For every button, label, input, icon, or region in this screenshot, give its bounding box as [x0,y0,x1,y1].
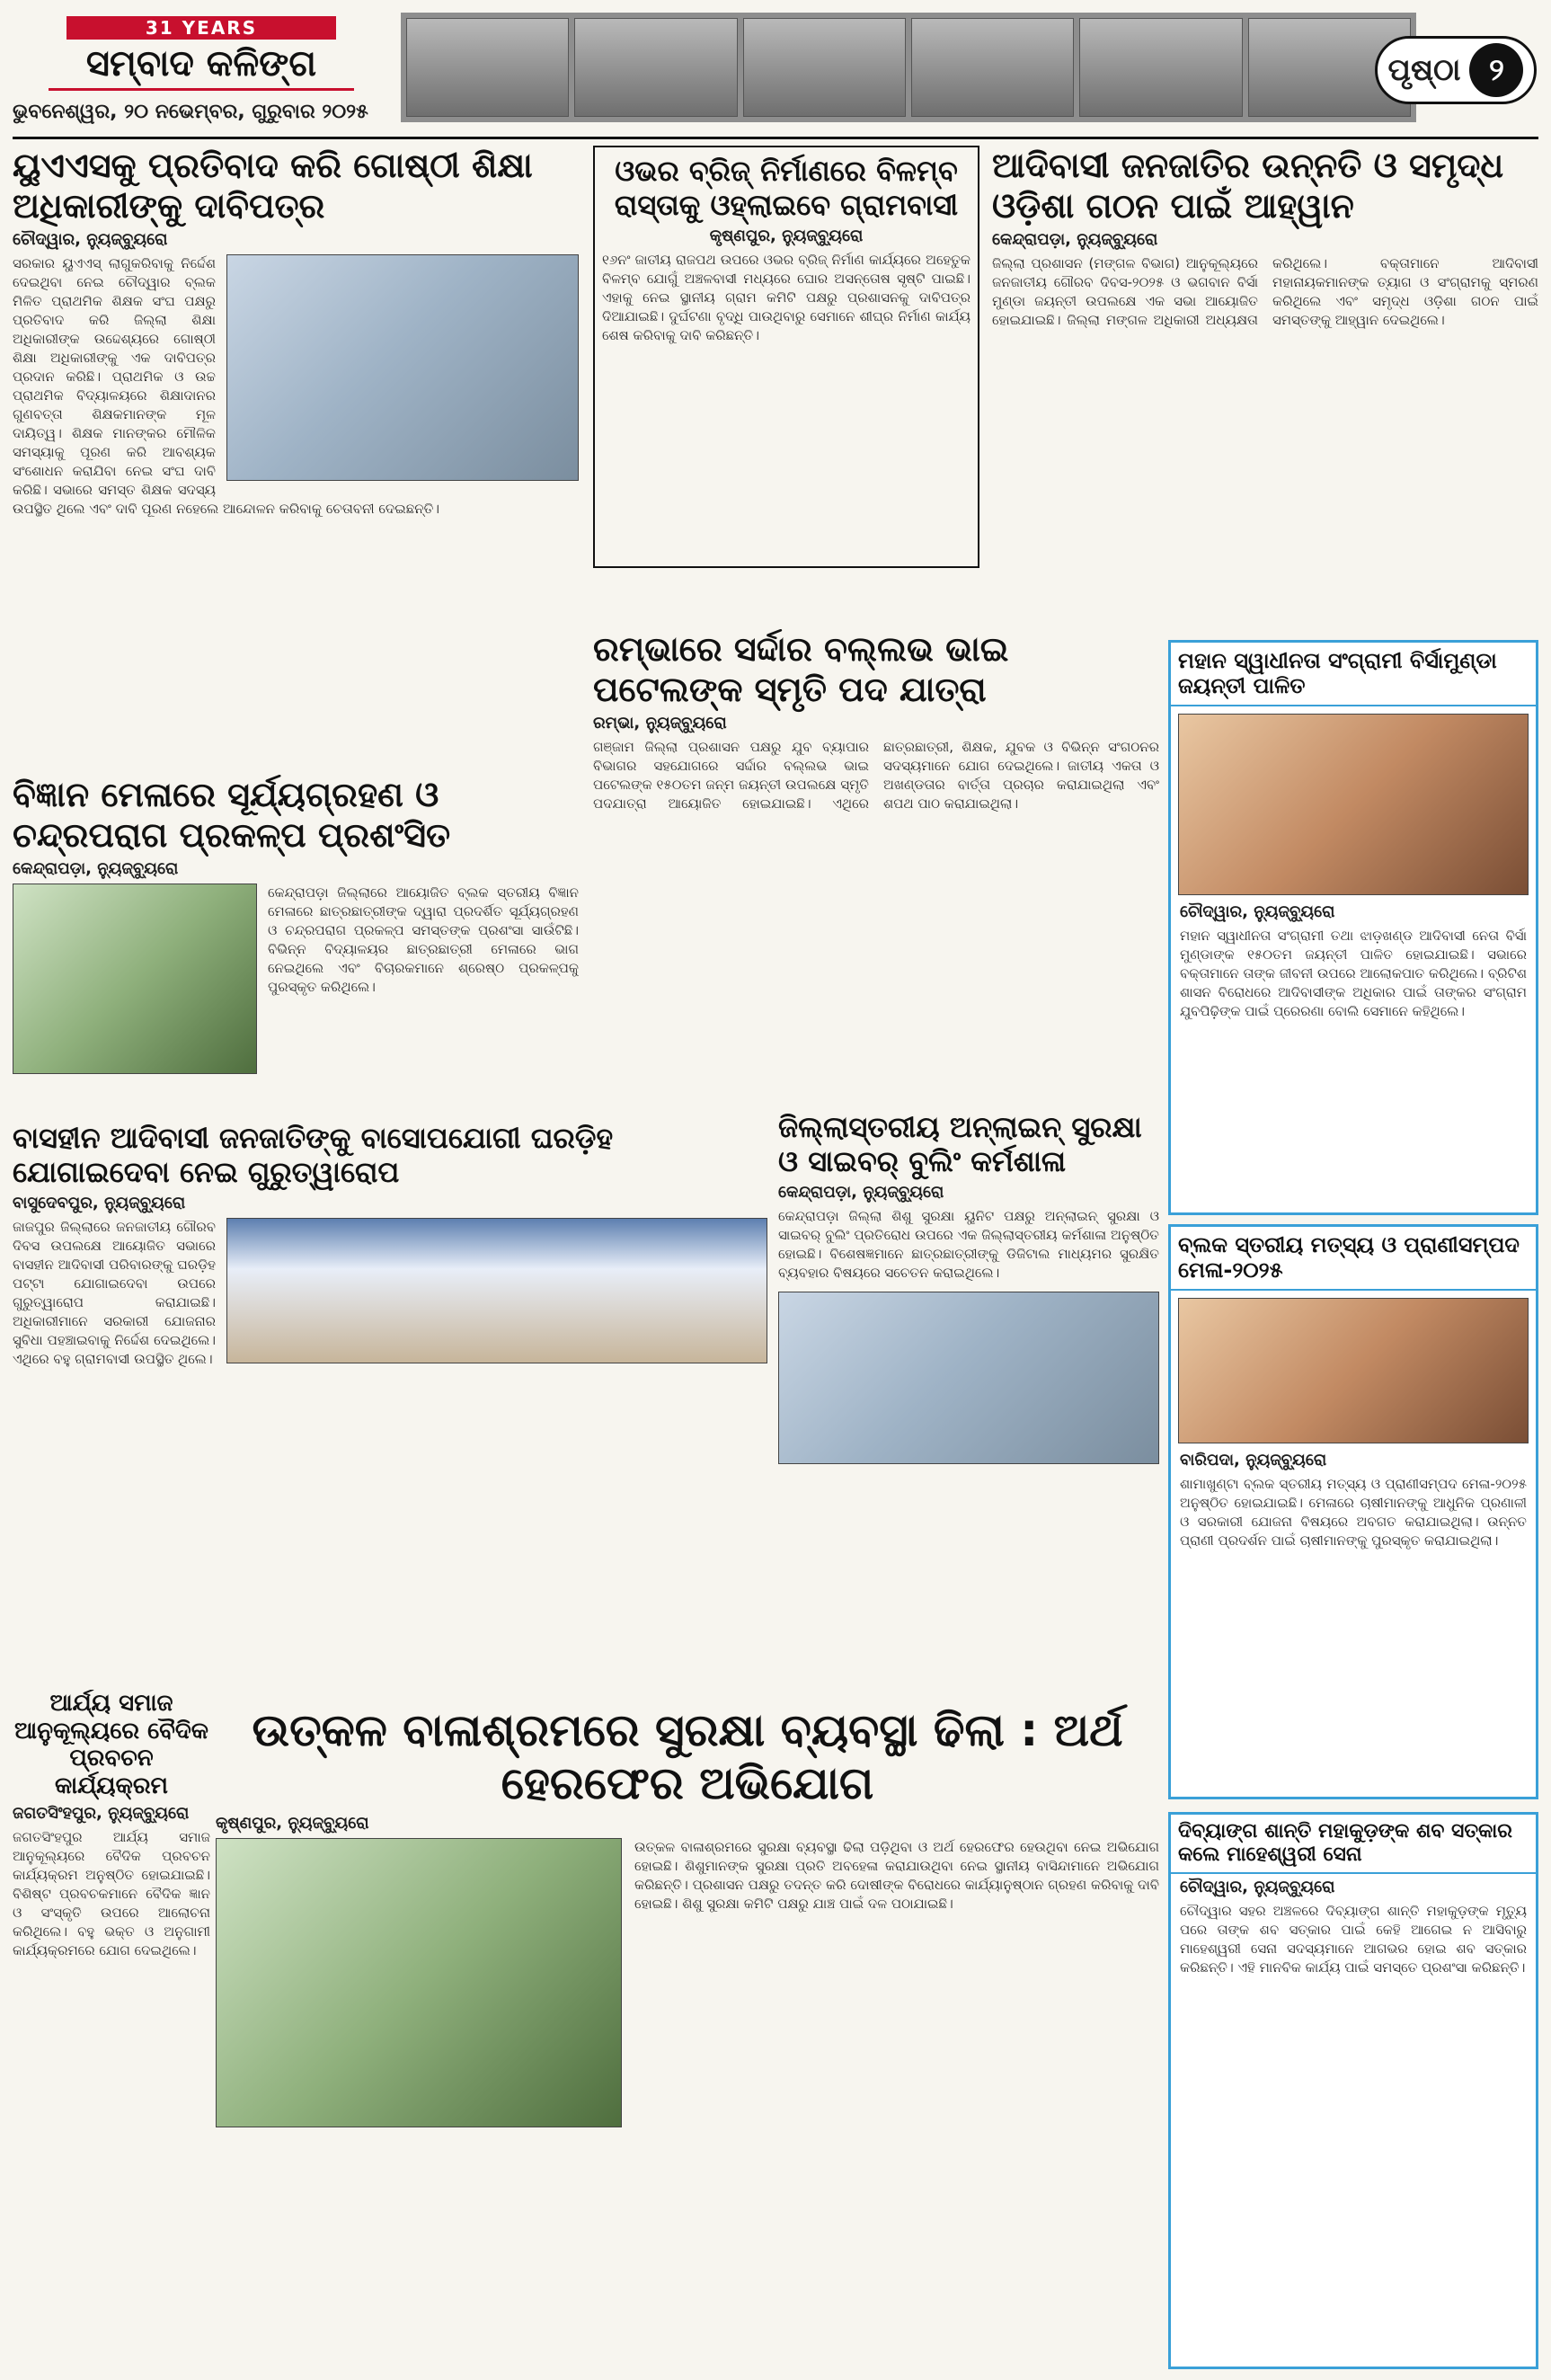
article-teachers-memorandum [13,146,579,757]
article-body: କେନ୍ଦ୍ରାପଡ଼ା ଜିଲ୍ଲାରେ ଆୟୋଜିତ ବ୍ଲକ ସ୍ତରୀୟ ବିଜ୍ଞାନ ମେଳାରେ ଛାତ୍ରଛାତ୍ରୀଙ୍କ ଦ୍ୱାରା ପ୍ରଦର୍ଶିତ ସୂର୍ଯ୍ୟଗ୍ରହଣ ଓ ଚନ୍ଦ୍ରପରାଗ ପ୍ରକଳ୍ପ ସମସ୍ତଙ୍କ ପ୍ରଶଂସା ସାଉଁଟିଛି। ବିଭିନ୍ନ ବିଦ୍ୟାଳୟର ଛାତ୍ରଛାତ୍ରୀ ମେଳାରେ ଭାଗ ନେଇଥିଲେ ଏବଂ ବିଚାରକମାନେ ଶ୍ରେଷ୍ଠ ପ୍ରକଳ୍ପକୁ ପୁରସ୍କୃତ କରିଥିଲେ। [268,884,579,995]
byline: କେନ୍ଦ୍ରାପଡ଼ା, ନ୍ୟୁଜ୍‌ବ୍ୟୁରୋ [992,229,1158,249]
byline: ଚୌଦ୍ୱାର, ନ୍ୟୁଜ୍‌ବ୍ୟୁରୋ [1180,1877,1335,1896]
byline: କୃଷ୍ଣପୁର, ନ୍ୟୁଜ୍‌ବ୍ୟୁରୋ [216,1814,369,1833]
byline: ଜଗତସିଂହପୁର, ନ୍ୟୁଜ୍‌ବ୍ୟୁରୋ [13,1803,190,1823]
masthead-logo [13,13,390,92]
article-tribal-housing [13,1122,767,1679]
photo-birsa-jayanti-stage [1178,714,1529,895]
article-overbridge-delay [593,146,979,568]
byline: ବାରିପଦା, ନ୍ୟୁଜ୍‌ବ୍ୟୁରୋ [1180,1450,1327,1470]
article-cyber-safety-workshop [778,1111,1159,1686]
photo-balashram-gate [216,1838,622,2127]
article-birsa-munda-jayanti [1168,640,1538,1215]
headline: ରମ୍ଭାରେ ସର୍ଦ୍ଦାର ବଲ୍ଲଭ ଭାଇ ପଟେଲଙ୍କ ସ୍ମୃତି ପଦ ଯାତ୍ରା [593,629,1009,709]
masthead-rule [13,137,1538,139]
banner-tile-beach [911,18,1074,117]
article-body: ଜାଜପୁର ଜିଲ୍ଲାରେ ଜନଜାତୀୟ ଗୌରବ ଦିବସ ଉପଲକ୍ଷେ ଆୟୋଜିତ ସଭାରେ ବାସହୀନ ଆଦିବାସୀ ପରିବାରଙ୍କୁ ଘରଡ଼ିହ ପଟ୍ଟା ଯୋଗାଇଦେବା ଉପରେ ଗୁରୁତ୍ୱାରୋପ କରାଯାଇଛି। ଅଧିକାରୀମାନେ ସରକାରୀ ଯୋଜନାର ସୁବିଧା ପହଞ୍ଚାଇବାକୁ ନିର୍ଦ୍ଦେଶ ଦେଇଥିଲେ। ଏଥିରେ ବହୁ ଗ୍ରାମବାସୀ ଉପସ୍ଥିତ ଥିଲେ। [13,1218,216,1367]
dateline: ଭୁବନେଶ୍ୱର, ୨୦ ନଭେମ୍ବର, ଗୁରୁବାର ୨୦୨୫ [13,101,368,123]
article-body: ସରକାର ୟୁଏଏସ୍ ଲାଗୁକରିବାକୁ ନିର୍ଦ୍ଦେଶ ଦେଇଥିବା ନେଇ ଚୌଦ୍ୱାର ବ୍ଲକ ମିଳିତ ପ୍ରାଥମିକ ଶିକ୍ଷକ ସଂଘ ପକ୍ଷରୁ ପ୍ରତିବାଦ କରି ଜିଲ୍ଲା ଶିକ୍ଷା ଅଧିକାରୀଙ୍କ ଉଦ୍ଦେଶ୍ୟରେ ଗୋଷ୍ଠୀ ଶିକ୍ଷା ଅଧିକାରୀଙ୍କୁ ଏକ ଦାବିପତ୍ର ପ୍ରଦାନ କରିଛି। ପ୍ରାଥମିକ ଓ ଉଚ୍ଚ ପ୍ରାଥମିକ ବିଦ୍ୟାଳୟରେ ଶିକ୍ଷାଦାନର ଗୁଣବତ୍ତା ଶିକ୍ଷକମାନଙ୍କ ମୂଳ ଦାୟିତ୍ୱ। ଶିକ୍ଷକ ମାନଙ୍କର ମୌଳିକ ସମସ୍ୟାକୁ ପୂରଣ କରି ଆବଶ୍ୟକ ସଂଶୋଧନ କରାଯିବା ନେଇ ସଂଘ ଦାବି କରିଛି। ସଭାରେ ସମସ୍ତ ଶିକ୍ଷକ ସଦସ୍ୟ ଉପସ୍ଥିତ ଥିଲେ ଏବଂ ଦାବି ପୂରଣ ନହେଲେ ଆନ୍ଦୋଳନ କରିବାକୁ ଚେତାବନୀ ଦେଇଛନ୍ତି। [13,254,440,517]
article-body: ଶାମାଖୁଣ୍ଟା ବ୍ଲକ ସ୍ତରୀୟ ମତ୍ସ୍ୟ ଓ ପ୍ରାଣୀସମ୍ପଦ ମେଳା-୨୦୨୫ ଅନୁଷ୍ଠିତ ହୋଇଯାଇଛି। ମେଳାରେ ଚାଷୀମାନଙ୍କୁ ଆଧୁନିକ ପ୍ରଣାଳୀ ଓ ସରକାରୀ ଯୋଜନା ବିଷୟରେ ଅବଗତ କରାଯାଇଥିଲା। ଉନ୍ନତ ପ୍ରାଣୀ ପ୍ରଦର୍ଶନ ପାଇଁ ଚାଷୀମାନଙ୍କୁ ପୁରସ୍କୃତ କରାଯାଇଥିଲା। [1180,1475,1527,1549]
byline: ବାସୁଦେବପୁର, ନ୍ୟୁଜ୍‌ବ୍ୟୁରୋ [13,1193,186,1212]
headline: ବ୍ଲକ ସ୍ତରୀୟ ମତ୍ସ୍ୟ ଓ ପ୍ରାଣୀସମ୍ପଦ ମେଳା-୨୦୨୫ [1171,1227,1536,1291]
headline: ବିଜ୍ଞାନ ମେଳାରେ ସୂର୍ଯ୍ୟଗ୍ରହଣ ଓ ଚନ୍ଦ୍ରପରାଗ ପ୍ରକଳ୍ପ ପ୍ରଶଂସିତ [13,775,451,855]
article-body: ଗଞ୍ଜାମ ଜିଲ୍ଲା ପ୍ରଶାସନ ପକ୍ଷରୁ ଯୁବ ବ୍ୟାପାର ବିଭାଗର ସହଯୋଗରେ ସର୍ଦ୍ଦାର ବଲ୍ଲଭ ଭାଇ ପଟେଲଙ୍କ ୧୫୦ତମ ଜନ୍ମ ଜୟନ୍ତୀ ଉପଲକ୍ଷେ ସ୍ମୃତି ପଦଯାତ୍ରା ଆୟୋଜିତ ହୋଇଯାଇଛି। ଏଥିରେ ଛାତ୍ରଛାତ୍ରୀ, ଶିକ୍ଷକ, ଯୁବକ ଓ ବିଭିନ୍ନ ସଂଗଠନର ସଦସ୍ୟମାନେ ଯୋଗ ଦେଇଥିଲେ। ଜାତୀୟ ଏକତା ଓ ଅଖଣ୍ଡତାର ବାର୍ତ୍ତା ପ୍ରଚାର କରାଯାଇଥିଲା ଏବଂ ଶପଥ ପାଠ କରାଯାଇଥିଲା। [593,738,1159,812]
article-body: ଜଗତସିଂହପୁର ଆର୍ଯ୍ୟ ସମାଜ ଆନୁକୂଲ୍ୟରେ ବୈଦିକ ପ୍ରବଚନ କାର୍ଯ୍ୟକ୍ରମ ଅନୁଷ୍ଠିତ ହୋଇଯାଇଛି। ବିଶିଷ୍ଟ ପ୍ରବଚକମାନେ ବୈଦିକ ଜ୍ଞାନ ଓ ସଂସ୍କୃତି ଉପରେ ଆଲୋଚନା କରିଥିଲେ। ବହୁ ଭକ୍ତ ଓ ଅନୁଗାମୀ କାର୍ଯ୍ୟକ୍ରମରେ ଯୋଗ ଦେଇଥିଲେ। [13,1828,210,1958]
photo-cyber-workshop [778,1292,1159,1464]
photo-fisheries-fair [1178,1298,1529,1443]
headline: ଦିବ୍ୟାଙ୍ଗ ଶାନ୍ତି ମହାକୁଡ଼ଙ୍କ ଶବ ସତ୍କାର କଲେ ମାହେଶ୍ୱରୀ ସେନା [1171,1815,1536,1874]
article-body: ୧୬ନଂ ଜାତୀୟ ରାଜପଥ ଉପରେ ଓଭର ବ୍ରିଜ୍ ନିର୍ମାଣ କାର୍ଯ୍ୟରେ ଅହେତୁକ ବିଳମ୍ବ ଯୋଗୁଁ ଅଞ୍ଚଳବାସୀ ମଧ୍ୟରେ ଘୋର ଅସନ୍ତୋଷ ସୃଷ୍ଟି ପାଇଛି। ଏହାକୁ ନେଇ ସ୍ଥାନୀୟ ଗ୍ରାମ କମିଟି ପକ୍ଷରୁ ପ୍ରଶାସନକୁ ଦାବିପତ୍ର ଦିଆଯାଇଛି। ଦୁର୍ଘଟଣା ବୃଦ୍ଧି ପାଉଥିବାରୁ ସେମାନେ ଶୀଘ୍ର ନିର୍ମାଣ କାର୍ଯ୍ୟ ଶେଷ କରିବାକୁ ଦାବି କରିଛନ୍ତି। [602,251,970,343]
page-number: ୨ [1469,43,1523,97]
headline: ମହାନ ସ୍ୱାଧୀନତା ସଂଗ୍ରାମୀ ବିର୍ସାମୁଣ୍ଡା ଜୟନ୍ତୀ ପାଳିତ [1171,643,1536,706]
years-ribbon: 31 YEARS [66,16,336,40]
headline: ୟୁଏଏସକୁ ପ୍ରତିବାଦ କରି ଗୋଷ୍ଠୀ ଶିକ୍ଷା ଅଧିକାରୀଙ୍କୁ ଦାବିପତ୍ର [13,146,533,226]
byline: ରମ୍ଭା, ନ୍ୟୁଜ୍‌ବ୍ୟୁରୋ [593,713,727,733]
article-tribal-development [992,146,1538,613]
article-body: ଉତ୍କଳ ବାଳାଶ୍ରମରେ ସୁରକ୍ଷା ବ୍ୟବସ୍ଥା ଢିଲା ପଡ଼ିଥିବା ଓ ଅର୍ଥ ହେରଫେର ହେଉଥିବା ନେଇ ଅଭିଯୋଗ ହୋଇଛି। ଶିଶୁମାନଙ୍କ ସୁରକ୍ଷା ପ୍ରତି ଅବହେଳା କରାଯାଉଥିବା ନେଇ ସ୍ଥାନୀୟ ବାସିନ୍ଦାମାନେ ଅଭିଯୋଗ କରିଛନ୍ତି। ପ୍ରଶାସନ ପକ୍ଷରୁ ତଦନ୍ତ କରି ଦୋଷୀଙ୍କ ବିରୋଧରେ କାର୍ଯ୍ୟାନୁଷ୍ଠାନ ଗ୍ରହଣ କରିବାକୁ ଦାବି ହୋଇଛି। ଶିଶୁ ସୁରକ୍ଷା କମିଟି ପକ୍ଷରୁ ଯାଞ୍ଚ ପାଇଁ ଦଳ ପଠାଯାଇଛି। [634,1839,1159,1912]
byline: କେନ୍ଦ୍ରାପଡ଼ା, ନ୍ୟୁଜ୍‌ବ୍ୟୁରୋ [778,1182,944,1202]
article-body: ଜିଲ୍ଲା ପ୍ରଶାସନ (ମଙ୍ଗଳ ବିଭାଗ) ଆନୁକୂଲ୍ୟରେ ଜନଜାତୀୟ ଗୌରବ ଦିବସ-୨୦୨୫ ଓ ଭଗବାନ ବିର୍ସା ମୁଣ୍ଡା ଜୟନ୍ତୀ ଉପଲକ୍ଷେ ଏକ ସଭା ଆୟୋଜିତ ହୋଇଯାଇଛି। ଜିଲ୍ଲା ମଙ୍ଗଳ ଅଧିକାରୀ ଅଧ୍ୟକ୍ଷତା କରିଥିଲେ। ବକ୍ତାମାନେ ଆଦିବାସୀ ମହାନାୟକମାନଙ୍କ ତ୍ୟାଗ ଓ ସଂଗ୍ରାମକୁ ସ୍ମରଣ କରିଥିଲେ ଏବଂ ସମୃଦ୍ଧ ଓଡ଼ିଶା ଗଠନ ପାଇଁ ସମସ୍ତଙ୍କୁ ଆହ୍ୱାନ ଦେଇଥିଲେ। [992,254,1538,328]
banner-tile-dancers [1079,18,1242,117]
byline: କେନ୍ଦ୍ରାପଡ଼ା, ନ୍ୟୁଜ୍‌ବ୍ୟୁରୋ [13,858,179,878]
byline: ଚୌଦ୍ୱାର, ନ୍ୟୁଜ୍‌ବ୍ୟୁରୋ [1180,901,1335,921]
article-science-fair [13,775,579,1116]
banner-photo-strip [401,13,1416,122]
page-label: ପୃଷ୍ଠା [1387,52,1461,88]
article-body: ଚୌଦ୍ୱାର ସହର ଅଞ୍ଚଳରେ ଦିବ୍ୟାଙ୍ଗ ଶାନ୍ତି ମହାକୁଡ଼ଙ୍କ ମୃତ୍ୟୁ ପରେ ତାଙ୍କ ଶବ ସତ୍କାର ପାଇଁ କେହି ଆଗେଇ ନ ଆସିବାରୁ ମାହେଶ୍ୱରୀ ସେନା ସଦସ୍ୟମାନେ ଆଗଭର ହୋଇ ଶବ ସତ୍କାର କରିଛନ୍ତି। ଏହି ମାନବିକ କାର୍ଯ୍ୟ ପାଇଁ ସମସ୍ତେ ପ୍ରଶଂସା କରିଛନ୍ତି। [1180,1902,1527,1976]
article-fisheries-fair [1168,1224,1538,1799]
photo-tribal-meeting-dais [226,1218,767,1363]
headline: ଆର୍ଯ୍ୟ ସମାଜ ଆନୁକୂଲ୍ୟରେ ବୈଦିକ ପ୍ରବଚନ କାର୍ଯ୍ୟକ୍ରମ [13,1690,208,1800]
article-arya-samaj [13,1690,210,2364]
page-number-badge [1375,36,1537,104]
banner-tile-children [743,18,906,117]
article-body: ମହାନ ସ୍ୱାଧୀନତା ସଂଗ୍ରାମୀ ତଥା ଝାଡ଼ଖଣ୍ଡ ଆଦିବାସୀ ନେତା ବିର୍ସା ମୁଣ୍ଡାଙ୍କ ୧୫୦ତମ ଜୟନ୍ତୀ ପାଳିତ ହୋଇଯାଇଛି। ସଭାରେ ବକ୍ତାମାନେ ତାଙ୍କ ଜୀବନୀ ଉପରେ ଆଲୋକପାତ କରିଥିଲେ। ବ୍ରିଟିଶ ଶାସନ ବିରୋଧରେ ଆଦିବାସୀଙ୍କ ଅଧିକାର ପାଇଁ ତାଙ୍କର ସଂଗ୍ରାମ ଯୁବପିଢ଼ିଙ୍କ ପାଇଁ ପ୍ରେରଣା ବୋଲି ସେମାନେ କହିଥିଲେ। [1180,927,1527,1019]
article-mahesh-sena [1168,1812,1538,2369]
banner-tile-art [574,18,737,117]
headline: ଉତ୍କଳ ବାଳାଶ୍ରମରେ ସୁରକ୍ଷା ବ୍ୟବସ୍ଥା ଢିଲା : ଅର୍ଥ ହେରଫେର ଅଭିଯୋଗ [252,1704,1123,1809]
headline: ବାସହୀନ ଆଦିବାସୀ ଜନଜାତିଙ୍କୁ ବାସୋପଯୋଗୀ ଘରଡ଼ିହ ଯୋଗାଇଦେବା ନେଇ ଗୁରୁତ୍ୱାରୋପ [13,1122,614,1189]
article-patel-march [593,629,1159,1007]
article-balashram-security [216,1704,1159,2369]
banner-tile-temple [406,18,569,117]
headline: ଜିଲ୍ଲାସ୍ତରୀୟ ଅନ୍‌ଲାଇନ୍ ସୁରକ୍ଷା ଓ ସାଇବର୍ ବୁଲିଂ କର୍ମଶାଳା [778,1111,1142,1178]
byline: କୃଷ୍ଣପୁର, ନ୍ୟୁଜ୍‌ବ୍ୟୁରୋ [709,226,864,245]
brand-name: ସମ୍ବାଦ କଳିଙ୍ଗ [49,40,354,91]
photo-science-exhibits [13,884,257,1074]
photo-teachers-protest [226,254,579,481]
article-body: କେନ୍ଦ୍ରାପଡ଼ା ଜିଲ୍ଲା ଶିଶୁ ସୁରକ୍ଷା ୟୁନିଟ ପକ୍ଷରୁ ଅନ୍‌ଲାଇନ୍ ସୁରକ୍ଷା ଓ ସାଇବର୍ ବୁଲିଂ ପ୍ରତିରୋଧ ଉପରେ ଏକ ଜିଲ୍ଲାସ୍ତରୀୟ କର୍ମଶାଳା ଅନୁଷ୍ଠିତ ହୋଇଛି। ବିଶେଷଜ୍ଞମାନେ ଛାତ୍ରଛାତ୍ରୀଙ୍କୁ ଡିଜିଟାଲ ମାଧ୍ୟମର ସୁରକ୍ଷିତ ବ୍ୟବହାର ବିଷୟରେ ସଚେତନ କରାଇଥିଲେ। [778,1207,1159,1281]
headline: ଓଭର ବ୍ରିଜ୍ ନିର୍ମାଣରେ ବିଳମ୍ବ ରାସ୍ତାକୁ ଓହ୍ଲାଇବେ ଗ୍ରାମବାସୀ [614,154,959,222]
headline: ଆଦିବାସୀ ଜନଜାତିର ଉନ୍ନତି ଓ ସମୃଦ୍ଧ ଓଡ଼ିଶା ଗଠନ ପାଇଁ ଆହ୍ୱାନ [992,146,1504,226]
byline: ଚୌଦ୍ୱାର, ନ୍ୟୁଜ୍‌ବ୍ୟୁରୋ [13,229,168,249]
